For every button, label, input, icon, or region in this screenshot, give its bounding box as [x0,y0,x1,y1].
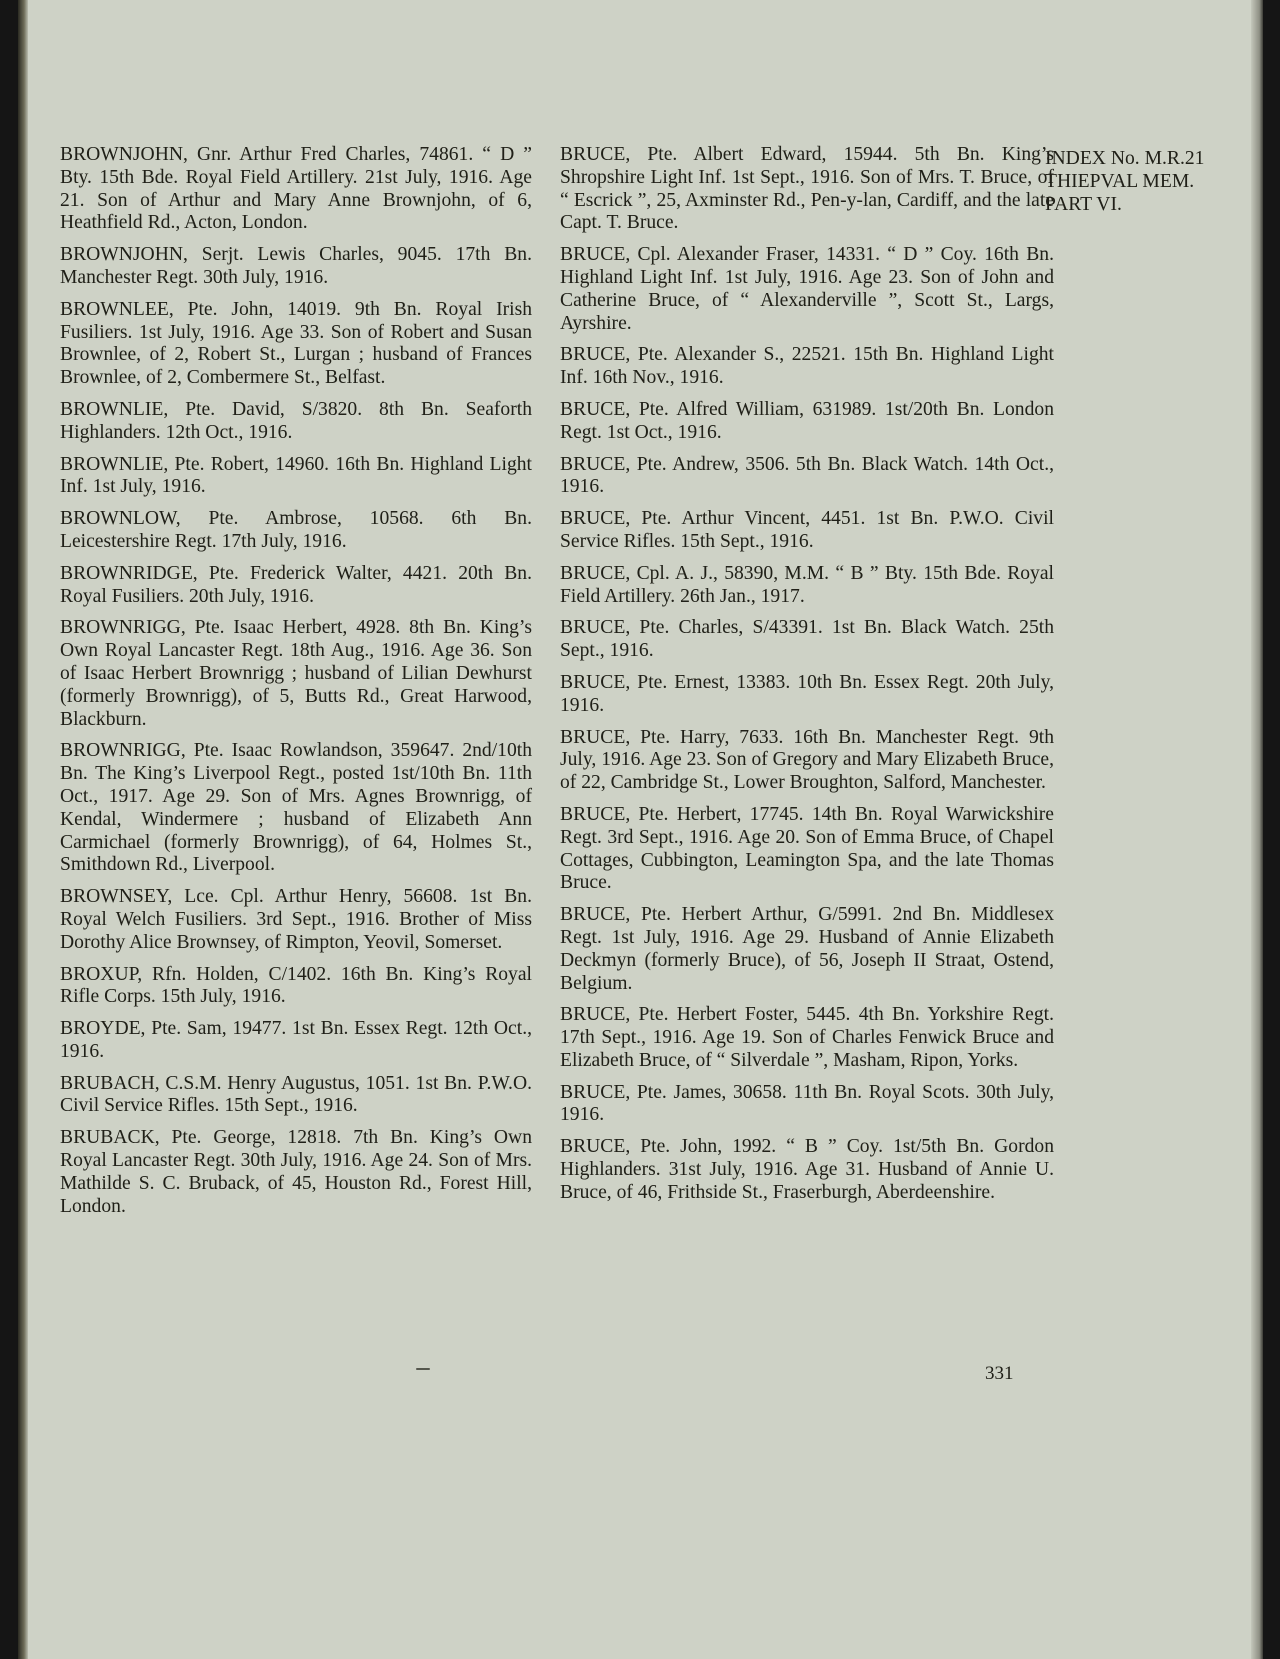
memorial-name: THIEPVAL MEM. [1045,170,1195,192]
register-entry: BRUCE, Pte. Andrew, 3506. 5th Bn. Black Watch. 14th Oct., 1916. [560,453,1054,498]
register-entry: BROXUP, Rfn. Holden, C/1402. 16th Bn. King’s Royal Rifle Corps. 15th July, 1916. [60,963,532,1008]
register-entry: BROWNRIGG, Pte. Isaac Rowlandson, 359647. 2nd/10th Bn. The King’s Liverpool Regt., posted 1st/10th Bn. 11th Oct., 1917. Age 29. Son of Mrs. Agnes Brownrigg, of Kendal, Windermere ; husband of Elizabeth Ann Carmichael (formerly Brownrigg), of 64, Holmes St., Smithdown Rd., Liverpool. [60,740,532,876]
register-entry: BROWNRIGG, Pte. Isaac Herbert, 4928. 8th Bn. King’s Own Royal Lancaster Regt. 18th Aug., 1916. Age 36. Son of Isaac Herbert Brownrigg ; husband of Lilian Dewhurst (formerly Brownrigg), of 5, Butts Rd., Great Harwood, Blackburn. [60,617,532,730]
register-entry: BROWNLEE, Pte. John, 14019. 9th Bn. Royal Irish Fusiliers. 1st July, 1916. Age 33. Son of Robert and Susan Brownlee, of 2, Robert St., Lurgan ; husband of Frances Brownlee, of 2, Combermere St., Belfast. [60,298,532,389]
register-entry: BROWNRIDGE, Pte. Frederick Walter, 4421. 20th Bn. Royal Fusiliers. 20th July, 1916. [60,562,532,607]
register-entry: BROWNJOHN, Gnr. Arthur Fred Charles, 74861. “ D ” Bty. 15th Bde. Royal Field Artillery. 21st July, 1916. Age 21. Son of Arthur and Mary Anne Brownjohn, of 6, Heathfield Rd., Acton, London. [60,144,532,234]
stray-ink-mark [416,1368,430,1370]
index-reference [1045,148,1255,216]
register-entry: BRUCE, Pte. Ernest, 13383. 10th Bn. Essex Regt. 20th July, 1916. [560,671,1054,716]
register-entry: BRUCE, Pte. Alexander S., 22521. 15th Bn. Highland Light Inf. 16th Nov., 1916. [560,344,1054,389]
register-entry: BRUCE, Cpl. Alexander Fraser, 14331. “ D ” Coy. 16th Bn. Highland Light Inf. 1st July, 1916. Age 23. Son of John and Catherine Bruce, of “ Alexanderville ”, Scott St., Largs, Ayrshire. [560,244,1054,334]
left-column [60,144,532,1227]
register-entry: BRUCE, Pte. Alfred William, 631989. 1st/20th Bn. London Regt. 1st Oct., 1916. [560,398,1054,443]
register-entry: BRUCE, Pte. Herbert Foster, 5445. 4th Bn. Yorkshire Regt. 17th Sept., 1916. Age 19. Son of Charles Fenwick Bruce and Elizabeth Bruce, of “ Silverdale ”, Masham, Ripon, Yorks. [560,1004,1054,1071]
part-number: PART VI. [1045,193,1122,215]
register-entry: BRUBACH, C.S.M. Henry Augustus, 1051. 1st Bn. P.W.O. Civil Service Rifles. 15th Sept., 1916. [60,1072,532,1117]
register-entry: BROYDE, Pte. Sam, 19477. 1st Bn. Essex Regt. 12th Oct., 1916. [60,1018,532,1062]
register-entry: BRUCE, Pte. Charles, S/43391. 1st Bn. Black Watch. 25th Sept., 1916. [560,617,1054,662]
register-entry: BROWNLIE, Pte. Robert, 14960. 16th Bn. Highland Light Inf. 1st July, 1916. [60,453,532,498]
page-edge-shadow [1251,0,1263,1659]
register-entry: BRUCE, Cpl. A. J., 58390, M.M. “ B ” Bty. 15th Bde. Royal Field Artillery. 26th Jan., 1917. [560,562,1054,607]
register-entry: BRUBACK, Pte. George, 12818. 7th Bn. King’s Own Royal Lancaster Regt. 30th July, 1916. Age 24. Son of Mrs. Mathilde S. C. Bruback, of 45, Houston Rd., Forest Hill, London. [60,1127,532,1217]
register-entry: BROWNLIE, Pte. David, S/3820. 8th Bn. Seaforth Highlanders. 12th Oct., 1916. [60,398,532,443]
register-entry: BROWNJOHN, Serjt. Lewis Charles, 9045. 17th Bn. Manchester Regt. 30th July, 1916. [60,244,532,288]
right-column [560,144,1054,1214]
register-entry: BRUCE, Pte. James, 30658. 11th Bn. Royal Scots. 30th July, 1916. [560,1081,1054,1126]
register-entry: BROWNLOW, Pte. Ambrose, 10568. 6th Bn. Leicestershire Regt. 17th July, 1916. [60,508,532,552]
register-entry: BRUCE, Pte. Albert Edward, 15944. 5th Bn. King’s Shropshire Light Inf. 1st Sept., 1916. Son of Mrs. T. Bruce, of “ Escrick ”, 25, Axminster Rd., Pen-y-lan, Cardiff, and the late Capt. T. Bruce. [560,144,1054,234]
register-entry: BRUCE, Pte. Herbert, 17745. 14th Bn. Royal Warwickshire Regt. 3rd Sept., 1916. Age 20. Son of Emma Bruce, of Chapel Cottages, Cubbington, Leamington Spa, and the late Thomas Bruce. [560,803,1054,894]
page-number: 331 [985,1363,1014,1384]
scanned-page [18,0,1263,1659]
register-entry: BRUCE, Pte. John, 1992. “ B ” Coy. 1st/5th Bn. Gordon Highlanders. 31st July, 1916. Age 31. Husband of Annie U. Bruce, of 46, Frithside St., Fraserburgh, Aberdeenshire. [560,1136,1054,1203]
page-binding-shadow [18,0,28,1659]
register-entry: BRUCE, Pte. Harry, 7633. 16th Bn. Manchester Regt. 9th July, 1916. Age 23. Son of Gregory and Mary Elizabeth Bruce, of 22, Cambridge St., Lower Broughton, Salford, Manchester. [560,726,1054,794]
register-entry: BROWNSEY, Lce. Cpl. Arthur Henry, 56608. 1st Bn. Royal Welch Fusiliers. 3rd Sept., 1916. Brother of Miss Dorothy Alice Brownsey, of Rimpton, Yeovil, Somerset. [60,886,532,953]
index-number: INDEX No. M.R.21 [1045,148,1205,169]
register-entry: BRUCE, Pte. Arthur Vincent, 4451. 1st Bn. P.W.O. Civil Service Rifles. 15th Sept., 1916. [560,508,1054,552]
register-entry: BRUCE, Pte. Herbert Arthur, G/5991. 2nd Bn. Middlesex Regt. 1st July, 1916. Age 29. Husband of Annie Elizabeth Deckmyn (formerly Bruce), of 56, Joseph II Straat, Ostend, Belgium. [560,904,1054,994]
